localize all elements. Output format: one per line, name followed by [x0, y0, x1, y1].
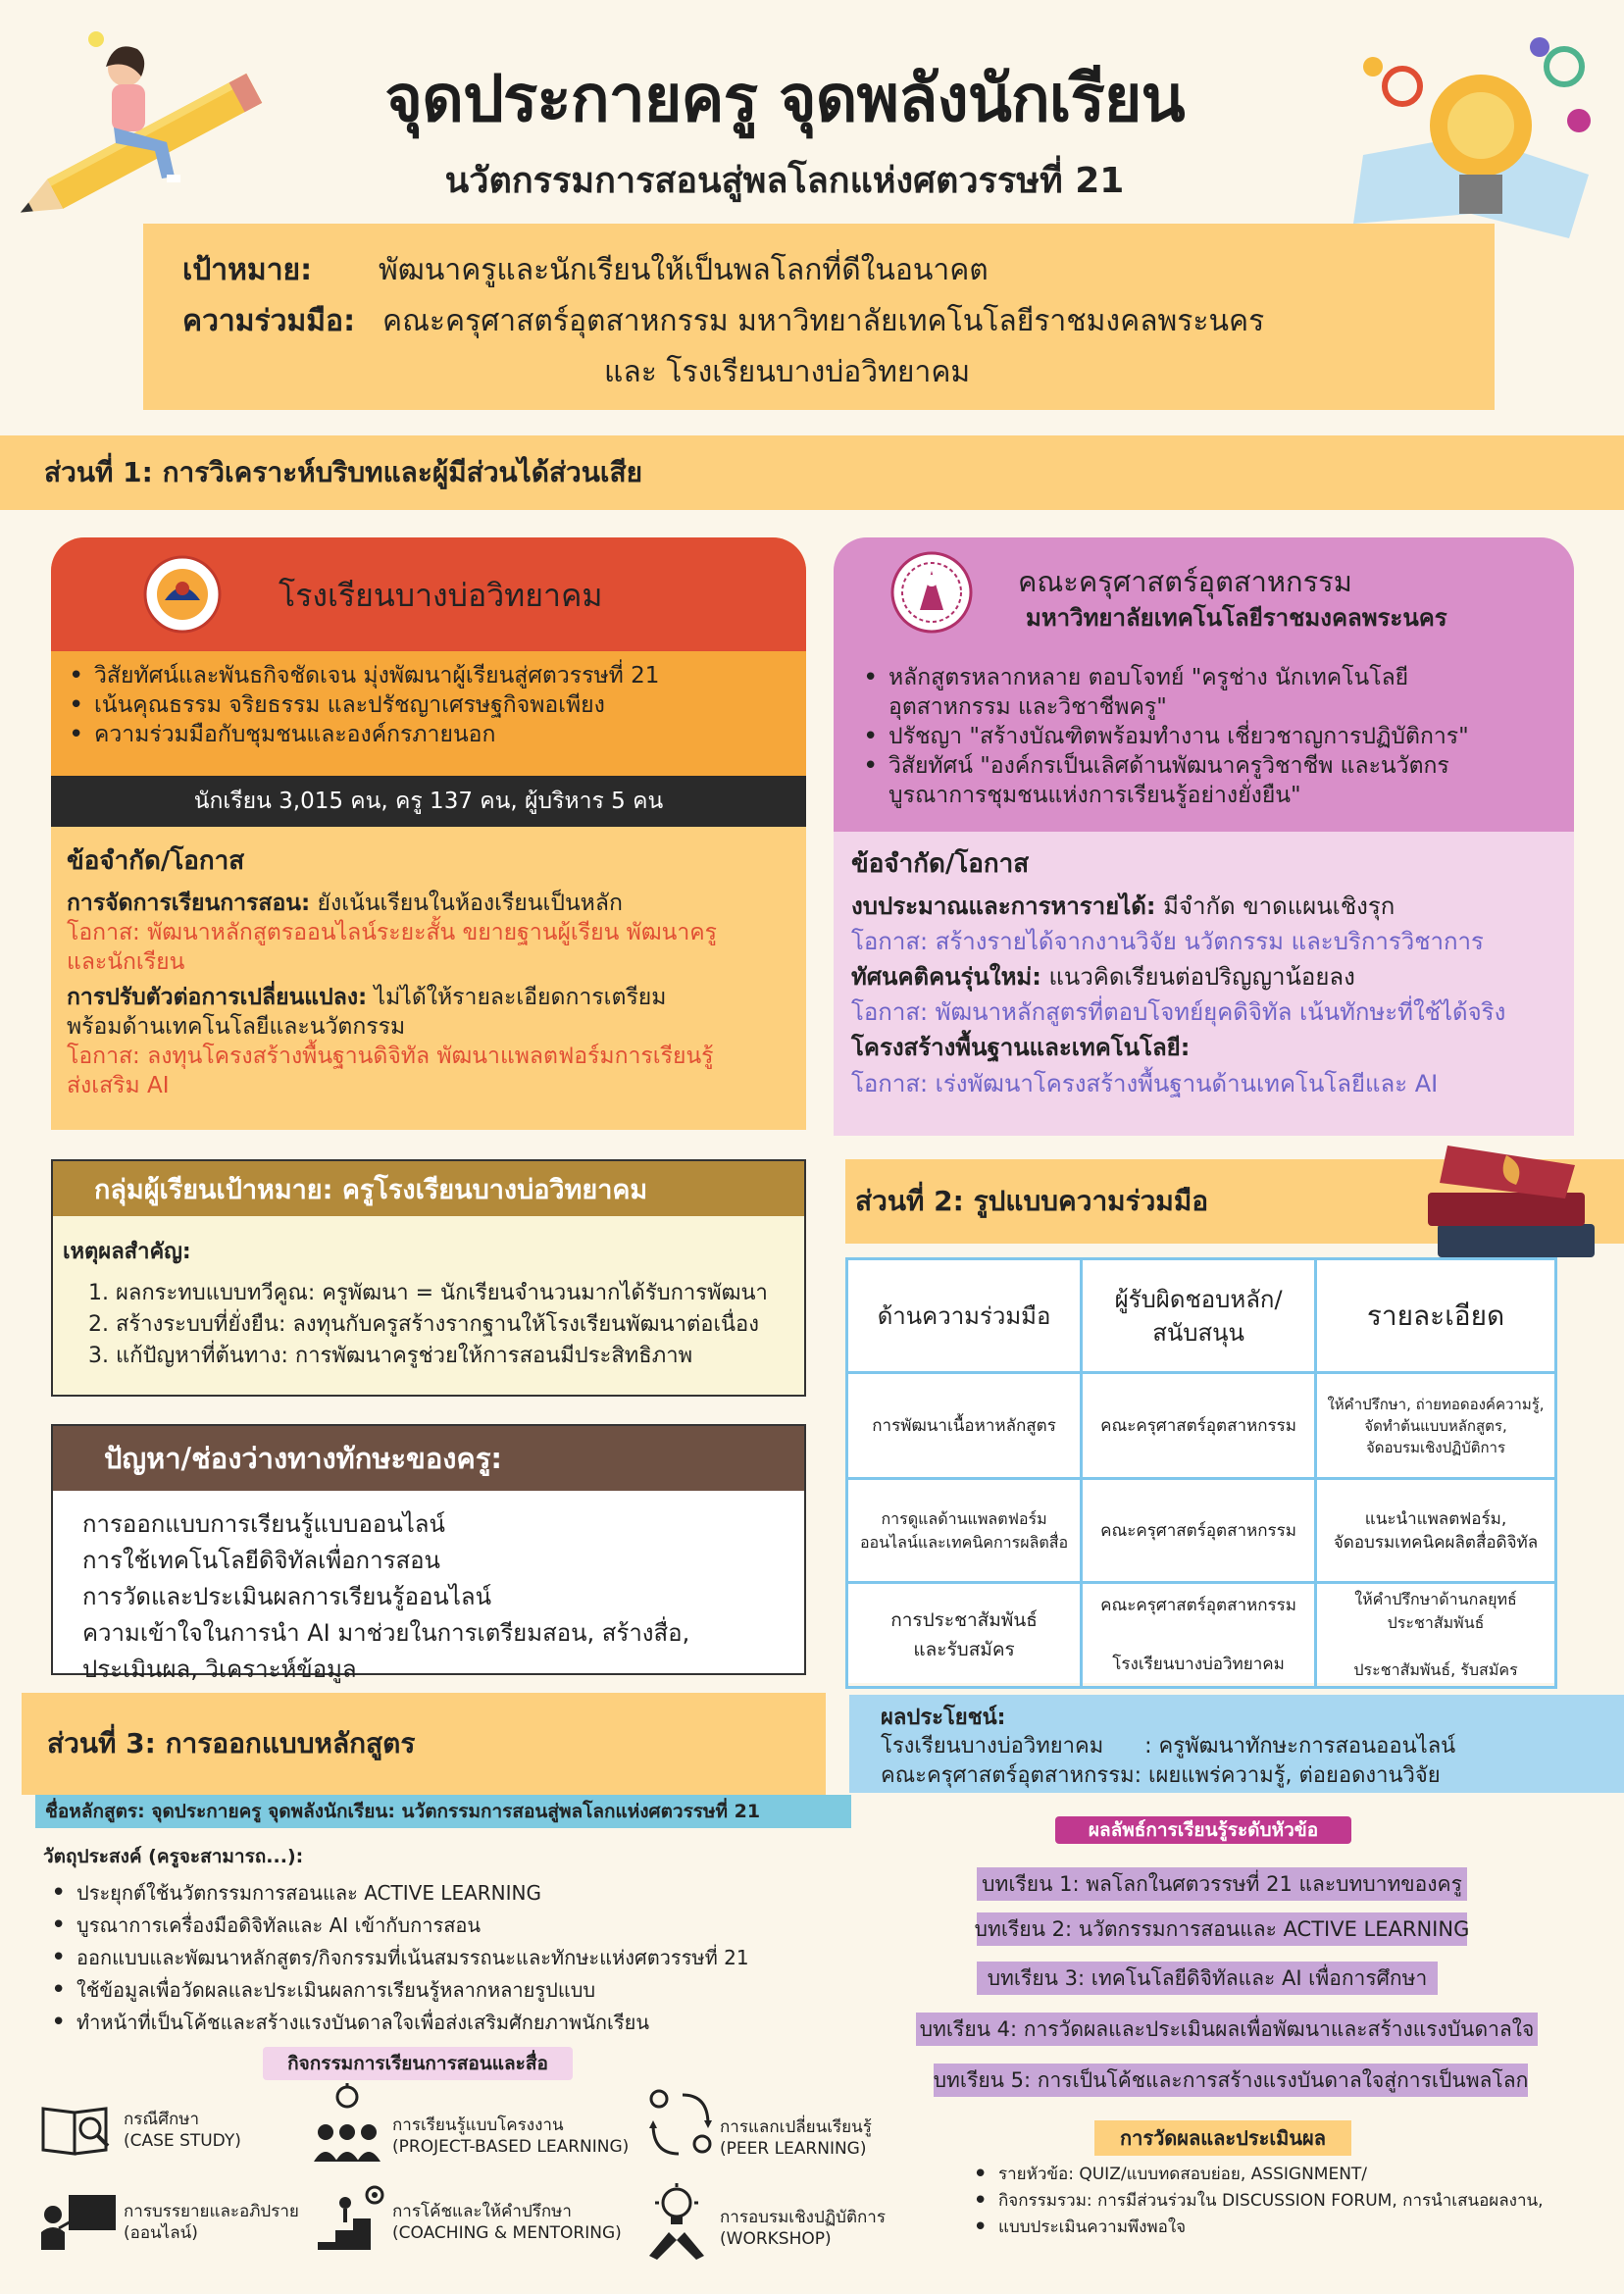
collab-text: คณะครุศาสตร์อุตสาหกรรม มหาวิทยาลัยเทคโนโลยีราชมงคลพระนคร: [382, 304, 1265, 338]
school-limit2-opp: โอกาส: ลงทุนโครงสร้างพื้นฐานดิจิทัล พัฒนาแพลตฟอร์มการเรียนรู้: [67, 1044, 714, 1069]
faculty-bullet: • วิสัยทัศน์ "องค์กรเป็นเลิศด้านพัฒนาครูวิชาชีพ และนวัตกร บูรณาการชุมชนแห่งการเรียนรู้อย่างยั่งยืน": [855, 751, 1469, 810]
activity-label: การอบรมเชิงปฏิบัติการ: [720, 2208, 886, 2227]
faculty-card: [834, 537, 1574, 1136]
page-title: จุดประกายครู จุดพลังนักเรียน: [384, 61, 1185, 136]
bulb-book-illustration: [1344, 27, 1608, 253]
faculty-bullet: • ปรัชญา "สร้างบัณฑิตพร้อมทำงาน เชี่ยวชาญการปฏิบัติการ": [855, 722, 1469, 751]
books-illustration: [1418, 1136, 1604, 1273]
table-cell: การดูแลด้านแพลตฟอร์ม ออนไลน์และเทคนิคการผลิตสื่อ: [847, 1479, 1082, 1583]
gap-item: การใช้เทคโนโลยีดิจิทัลเพื่อการสอน: [82, 1547, 440, 1574]
section3-title: ส่วนที่ 3: การออกแบบหลักสูตร: [47, 1727, 416, 1759]
gap-item: ความเข้าใจในการนำ AI มาช่วยในการเตรียมสอน, สร้างสื่อ,: [82, 1619, 690, 1647]
evaluation-item: • รายหัวข้อ: QUIZ/แบบทดสอบย่อย, ASSIGNMENT/: [965, 2162, 1612, 2188]
table-cell: การพัฒนาเนื้อหาหลักสูตร: [847, 1373, 1082, 1479]
objective-item: • ใช้ข้อมูลเพื่อวัดผลและประเมินผลการเรียนรู้หลากหลายรูปแบบ: [43, 1974, 828, 2007]
pencil-girl-illustration: [20, 20, 275, 226]
course-name: ชื่อหลักสูตร: จุดประกายครู จุดพลังนักเรียน: นวัตกรรมการสอนสู่พลโลกแห่งศตวรรษที่ 21: [35, 1795, 851, 1828]
objectives: [43, 1842, 828, 2039]
table-header: รายละเอียด: [1316, 1259, 1556, 1373]
faculty-university: มหาวิทยาลัยเทคโนโลยีราชมงคลพระนคร: [1026, 604, 1447, 632]
gap-item: ประเมินผล, วิเคราะห์ข้อมูล: [82, 1656, 357, 1683]
table-cell: การประชาสัมพันธ์ และรับสมัคร: [847, 1583, 1082, 1688]
lesson-item: บทเรียน 4: การวัดผลและประเมินผลเพื่อพัฒนาและสร้างแรงบันดาลใจ: [916, 2013, 1538, 2046]
benefits-line: โรงเรียนบางบ่อวิทยาคม : ครูพัฒนาทักษะการสอนออนไลน์: [881, 1734, 1456, 1759]
school-limits-title: ข้อจำกัด/โอกาส: [67, 846, 245, 876]
faculty-limit1-opp: โอกาส: สร้างรายได้จากงานวิจัย นวัตกรรม และบริการวิชาการ: [851, 928, 1484, 955]
school-logo-icon: [143, 555, 222, 634]
lesson-item: บทเรียน 1: พลโลกในศตวรรษที่ 21 และบทบาทของครู: [977, 1867, 1467, 1901]
table-header: ด้านความร่วมมือ: [847, 1259, 1082, 1373]
activity-label-en: (WORKSHOP): [720, 2229, 832, 2249]
objective-item: • ประยุกต์ใช้นวัตกรรมการสอนและ ACTIVE LEARNING: [43, 1877, 828, 1910]
faculty-limit2-opp: โอกาส: พัฒนาหลักสูตรที่ตอบโจทย์ยุคดิจิทัล เน้นทักษะที่ใช้ได้จริง: [851, 998, 1506, 1026]
target-reason: 2. สร้างระบบที่ยั่งยืน: ลงทุนกับครูสร้างรากฐานให้โรงเรียนพัฒนาต่อเนื่อง: [88, 1312, 759, 1337]
section2-title: ส่วนที่ 2: รูปแบบความร่วมมือ: [855, 1185, 1209, 1217]
presentation-icon: [39, 2193, 118, 2252]
lesson-item: บทเรียน 2: นวัตกรรมการสอนและ ACTIVE LEARNING: [977, 1912, 1467, 1946]
target-box: [51, 1159, 806, 1397]
table-cell: คณะครุศาสตร์อุตสาหกรรม โรงเรียนบางบ่อวิทยาคม: [1082, 1583, 1316, 1688]
faculty-logo-icon: [890, 551, 973, 634]
activities-title: กิจกรรมการเรียนการสอนและสื่อ: [263, 2047, 573, 2080]
faculty-bullet: • หลักสูตรหลากหลาย ตอบโจทย์ "ครูช่าง นักเทคโนโลยี อุตสาหกรรม และวิชาชีพครู": [855, 663, 1469, 722]
activity-label-en: (PEER LEARNING): [720, 2139, 867, 2159]
activity-label-en: (PROJECT-BASED LEARNING): [392, 2137, 630, 2157]
school-limit2-text: ไม่ได้ให้รายละเอียดการเตรียม: [367, 985, 667, 1010]
evaluation-item: • แบบประเมินความพึงพอใจ: [965, 2215, 1612, 2241]
case-study-icon: [39, 2099, 114, 2158]
gaps-title: ปัญหา/ช่องว่างทางทักษะของครู:: [53, 1426, 804, 1491]
school-name: โรงเรียนบางบ่อวิทยาคม: [279, 577, 603, 614]
benefits-title: ผลประโยชน์:: [881, 1706, 1006, 1730]
school-bullets: [51, 661, 806, 749]
objective-item: • บูรณาการเครื่องมือดิจิทัลและ AI เข้ากับการสอน: [43, 1910, 828, 1942]
gap-item: การวัดและประเมินผลการเรียนรู้ออนไลน์: [82, 1583, 492, 1610]
outcomes-title: ผลลัพธ์การเรียนรู้ระดับหัวข้อ: [1055, 1816, 1351, 1844]
activity-label: กรณีศึกษา: [124, 2110, 200, 2129]
goal-label: เป้าหมาย:: [182, 253, 313, 287]
activity-label-en: (ออนไลน์): [124, 2223, 198, 2243]
objective-item: • ทำหน้าที่เป็นโค้ชและสร้างแรงบันดาลใจเพื่อส่งเสริมศักยภาพนักเรียน: [43, 2007, 828, 2039]
peer-exchange-icon: [643, 2085, 718, 2164]
school-limit2-text2: พร้อมด้านเทคโนโลยีและนวัตกรรม: [67, 1014, 406, 1040]
faculty-limit1-label: งบประมาณและการหารายได้:: [851, 892, 1156, 920]
page-subtitle: นวัตกรรมการสอนสู่พลโลกแห่งศตวรรษที่ 21: [444, 161, 1125, 201]
activity-label-en: (COACHING & MENTORING): [392, 2223, 622, 2243]
collaboration-table: [845, 1257, 1557, 1683]
activity-label: การเรียนรู้แบบโครงงาน: [392, 2116, 564, 2135]
faculty-limit3-label: โครงสร้างพื้นฐานและเทคโนโลยี:: [851, 1034, 1191, 1061]
activity-label: การบรรยายและอภิปราย: [124, 2202, 299, 2221]
lesson-item: บทเรียน 5: การเป็นโค้ชและการสร้างแรงบันดาลใจสู่การเป็นพลโลก: [934, 2064, 1528, 2097]
school-bullet: • ความร่วมมือกับชุมชนและองค์กรภายนอก: [61, 720, 806, 749]
school-bullet: • วิสัยทัศน์และพันธกิจชัดเจน มุ่งพัฒนาผู้เรียนสู่ศตวรรษที่ 21: [61, 661, 806, 690]
school-limit2-opp2: ส่งเสริม AI: [67, 1073, 170, 1098]
project-team-icon: [308, 2083, 386, 2164]
faculty-bullets: [855, 663, 1469, 810]
objective-item: • ออกแบบและพัฒนาหลักสูตร/กิจกรรมที่เน้นสมรรถนะและทักษะแห่งศตวรรษที่ 21: [43, 1942, 828, 1974]
faculty-limit2-label: ทัศนคติคนรุ่นใหม่:: [851, 963, 1041, 991]
activity-label-en: (CASE STUDY): [124, 2131, 241, 2151]
school-bullet: • เน้นคุณธรรม จริยธรรม และปรัชญาเศรษฐกิจพอเพียง: [61, 690, 806, 720]
school-limit1-opp: โอกาส: พัฒนาหลักสูตรออนไลน์ระยะสั้น ขยายฐานผู้เรียน พัฒนาครู: [67, 920, 717, 945]
workshop-icon: [639, 2181, 714, 2260]
faculty-limits-title: ข้อจำกัด/โอกาส: [851, 849, 1030, 879]
school-card: [51, 537, 806, 1130]
collab-label: ความร่วมมือ:: [182, 304, 356, 338]
faculty-name: คณะครุศาสตร์อุตสาหกรรม: [1018, 565, 1352, 598]
target-reason: 1. ผลกระทบแบบทวีคูณ: ครูพัฒนา = นักเรียนจำนวนมากได้รับการพัฒนา: [88, 1281, 768, 1305]
school-limits: [51, 827, 806, 1100]
school-limit1-label: การจัดการเรียนการสอน:: [67, 891, 311, 916]
school-limit1-text: ยังเน้นเรียนในห้องเรียนเป็นหลัก: [310, 891, 623, 916]
table-cell: คณะครุศาสตร์อุตสาหกรรม: [1082, 1479, 1316, 1583]
table-cell: คณะครุศาสตร์อุตสาหกรรม: [1082, 1373, 1316, 1479]
evaluation-title: การวัดผลและประเมินผล: [1094, 2120, 1351, 2156]
lesson-item: บทเรียน 3: เทคโนโลยีดิจิทัลและ AI เพื่อการศึกษา: [977, 1962, 1438, 1995]
evaluation-list: [965, 2162, 1612, 2241]
section1-header: [0, 435, 1624, 510]
school-limit1-opp2: และนักเรียน: [67, 949, 185, 975]
benefits-box: [849, 1695, 1624, 1793]
gap-item: การออกแบบการเรียนรู้แบบออนไลน์: [82, 1510, 445, 1538]
faculty-card-header: [834, 537, 1574, 832]
objectives-title: วัตถุประสงค์ (ครูจะสามารถ...):: [43, 1846, 304, 1867]
school-stats: นักเรียน 3,015 คน, ครู 137 คน, ผู้บริหาร 5 คน: [51, 776, 806, 827]
table-cell: ให้คำปรึกษาด้านกลยุทธ์ ประชาสัมพันธ์ ประชาสัมพันธ์, รับสมัคร: [1316, 1583, 1556, 1688]
school-card-header: [51, 537, 806, 651]
target-reason: 3. แก้ปัญหาที่ต้นทาง: การพัฒนาครูช่วยให้การสอนมีประสิทธิภาพ: [88, 1344, 693, 1368]
section3-header: [22, 1693, 826, 1795]
table-cell: แนะนำแพลตฟอร์ม, จัดอบรมเทคนิคผลิตสื่อดิจิทัล: [1316, 1479, 1556, 1583]
gaps-box: [51, 1424, 806, 1683]
school-bullets-band: [51, 651, 806, 776]
table-cell: ให้คำปรึกษา, ถ่ายทอดองค์ความรู้, จัดทำต้นแบบหลักสูตร, จัดอบรมเชิงปฏิบัติการ: [1316, 1373, 1556, 1479]
faculty-limits: [834, 832, 1574, 1103]
target-reason-title: เหตุผลสำคัญ:: [63, 1240, 191, 1264]
faculty-limit1-text: มีจำกัด ขาดแผนเชิงรุก: [1155, 892, 1396, 920]
collab-text-2: และ โรงเรียนบางบ่อวิทยาคม: [604, 355, 971, 389]
activity-label: การแลกเปลี่ยนเรียนรู้: [720, 2117, 872, 2137]
evaluation-item: • กิจกรรมรวม: การมีส่วนร่วมใน DISCUSSION FORUM, การนำเสนอผลงาน,: [965, 2188, 1612, 2215]
table-header: ผู้รับผิดชอบหลัก/ สนับสนุน: [1082, 1259, 1316, 1373]
coaching-icon: [312, 2183, 390, 2258]
goal-text: พัฒนาครูและนักเรียนให้เป็นพลโลกที่ดีในอนาคต: [379, 253, 989, 287]
target-title: กลุ่มผู้เรียนเป้าหมาย: ครูโรงเรียนบางบ่อวิทยาคม: [53, 1161, 804, 1216]
school-limit2-label: การปรับตัวต่อการเปลี่ยนแปลง:: [67, 985, 368, 1010]
faculty-limit3-opp: โอกาส: เร่งพัฒนาโครงสร้างพื้นฐานด้านเทคโนโลยีและ AI: [851, 1070, 1439, 1097]
benefits-line: คณะครุศาสตร์อุตสาหกรรม: เผยแพร่ความรู้, ต่อยอดงานวิจัย: [881, 1763, 1441, 1788]
section1-title: ส่วนที่ 1: การวิเคราะห์บริบทและผู้มีส่วนได้ส่วนเสีย: [44, 456, 642, 488]
activity-label: การโค้ชและให้คำปรึกษา: [392, 2202, 572, 2221]
faculty-limit2-text: แนวคิดเรียนต่อปริญญาน้อยลง: [1040, 963, 1355, 991]
goal-box: [143, 224, 1495, 410]
